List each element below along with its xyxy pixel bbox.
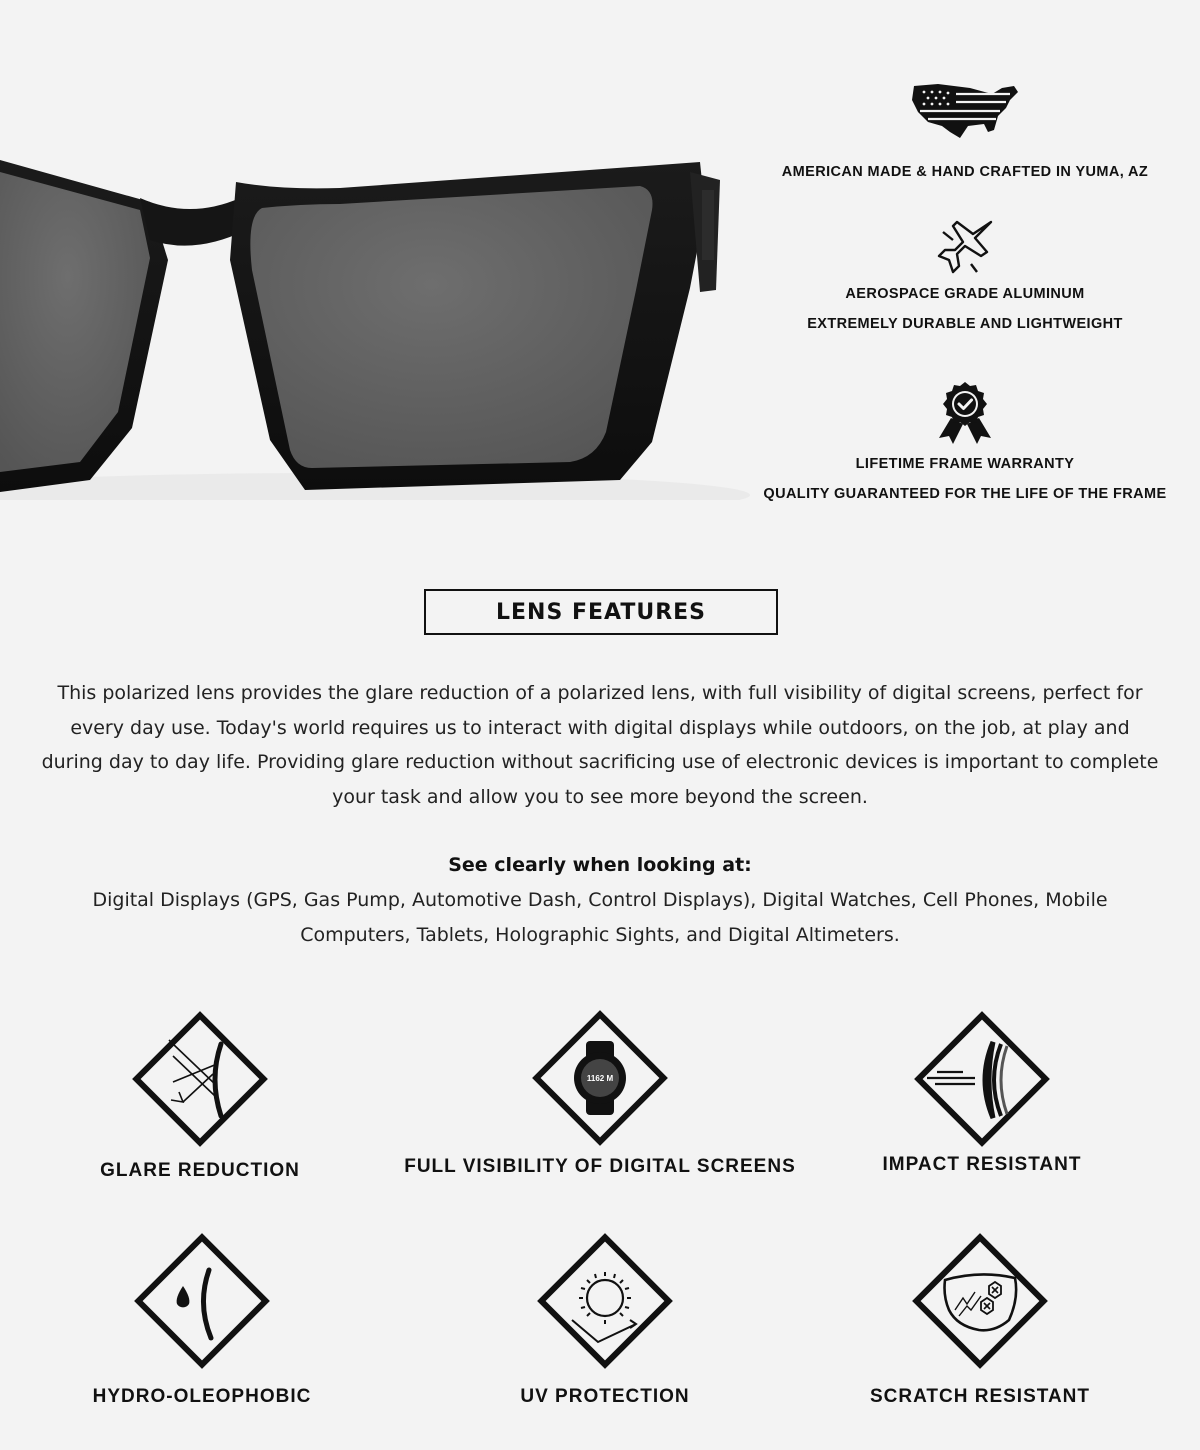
see-clearly-heading: See clearly when looking at: bbox=[448, 854, 752, 876]
scratch-lens-icon bbox=[905, 1226, 1055, 1376]
usa-flag-map-icon bbox=[910, 80, 1020, 142]
feature-line: AMERICAN MADE & HAND CRAFTED IN YUMA, AZ bbox=[781, 164, 1149, 180]
badge-label: FULL VISIBILITY OF DIGITAL SCREENS bbox=[404, 1156, 796, 1177]
sunglasses-image bbox=[0, 150, 760, 500]
badge-scratch-resistant bbox=[830, 1226, 1130, 1408]
badge-impact-resistant bbox=[832, 1004, 1132, 1176]
hero-section bbox=[0, 0, 1200, 560]
badge-digital-screens bbox=[400, 1003, 800, 1178]
glare-reduction-icon bbox=[125, 1004, 275, 1154]
feature-line: QUALITY GUARANTEED FOR THE LIFE OF THE FRAME bbox=[763, 486, 1167, 502]
fighter-jet-icon bbox=[935, 218, 995, 276]
warranty-ribbon-icon bbox=[937, 380, 993, 446]
feature-american-made bbox=[760, 80, 1170, 180]
feature-line: AEROSPACE GRADE ALUMINUM bbox=[845, 286, 1085, 302]
feature-lifetime-warranty bbox=[755, 380, 1175, 502]
badge-label: IMPACT RESISTANT bbox=[882, 1154, 1082, 1175]
sun-icon bbox=[530, 1226, 680, 1376]
feature-line: LIFETIME FRAME WARRANTY bbox=[855, 456, 1075, 472]
badge-uv-protection bbox=[455, 1226, 755, 1408]
feature-line: EXTREMELY DURABLE AND LIGHTWEIGHT bbox=[807, 316, 1123, 332]
lens-features-title: LENS FEATURES bbox=[424, 589, 778, 635]
water-drop-icon bbox=[127, 1226, 277, 1376]
lens-description: This polarized lens provides the glare reduction of a polarized lens, with full visibility of digital screens, perfect for every day use. Today's world requires us to interact with digital displays while outdoors, on the job, at play and during day to day life. Providing glare reduction without sacrificing use of electronic devices is important to complete your task and allow you to see more beyond the screen. bbox=[41, 682, 1159, 808]
watch-display-text: 1162 M bbox=[586, 1074, 614, 1083]
badge-hydro-oleophobic bbox=[52, 1226, 352, 1408]
badge-label: UV PROTECTION bbox=[520, 1386, 690, 1407]
badge-label: SCRATCH RESISTANT bbox=[869, 1386, 1091, 1407]
badge-label: GLARE REDUCTION bbox=[100, 1160, 300, 1181]
badge-label: HYDRO-OLEOPHOBIC bbox=[92, 1386, 312, 1407]
digital-watch-icon bbox=[525, 1003, 675, 1153]
badge-glare-reduction bbox=[50, 1004, 350, 1182]
feature-aerospace-aluminum bbox=[760, 218, 1170, 332]
impact-lens-icon bbox=[907, 1004, 1057, 1154]
see-clearly-list: Digital Displays (GPS, Gas Pump, Automotive Dash, Control Displays), Digital Watches, Cell Phones, Mobile Computers, Tablets, Holographic Sights, and Digital Altimeters. bbox=[92, 889, 1108, 946]
